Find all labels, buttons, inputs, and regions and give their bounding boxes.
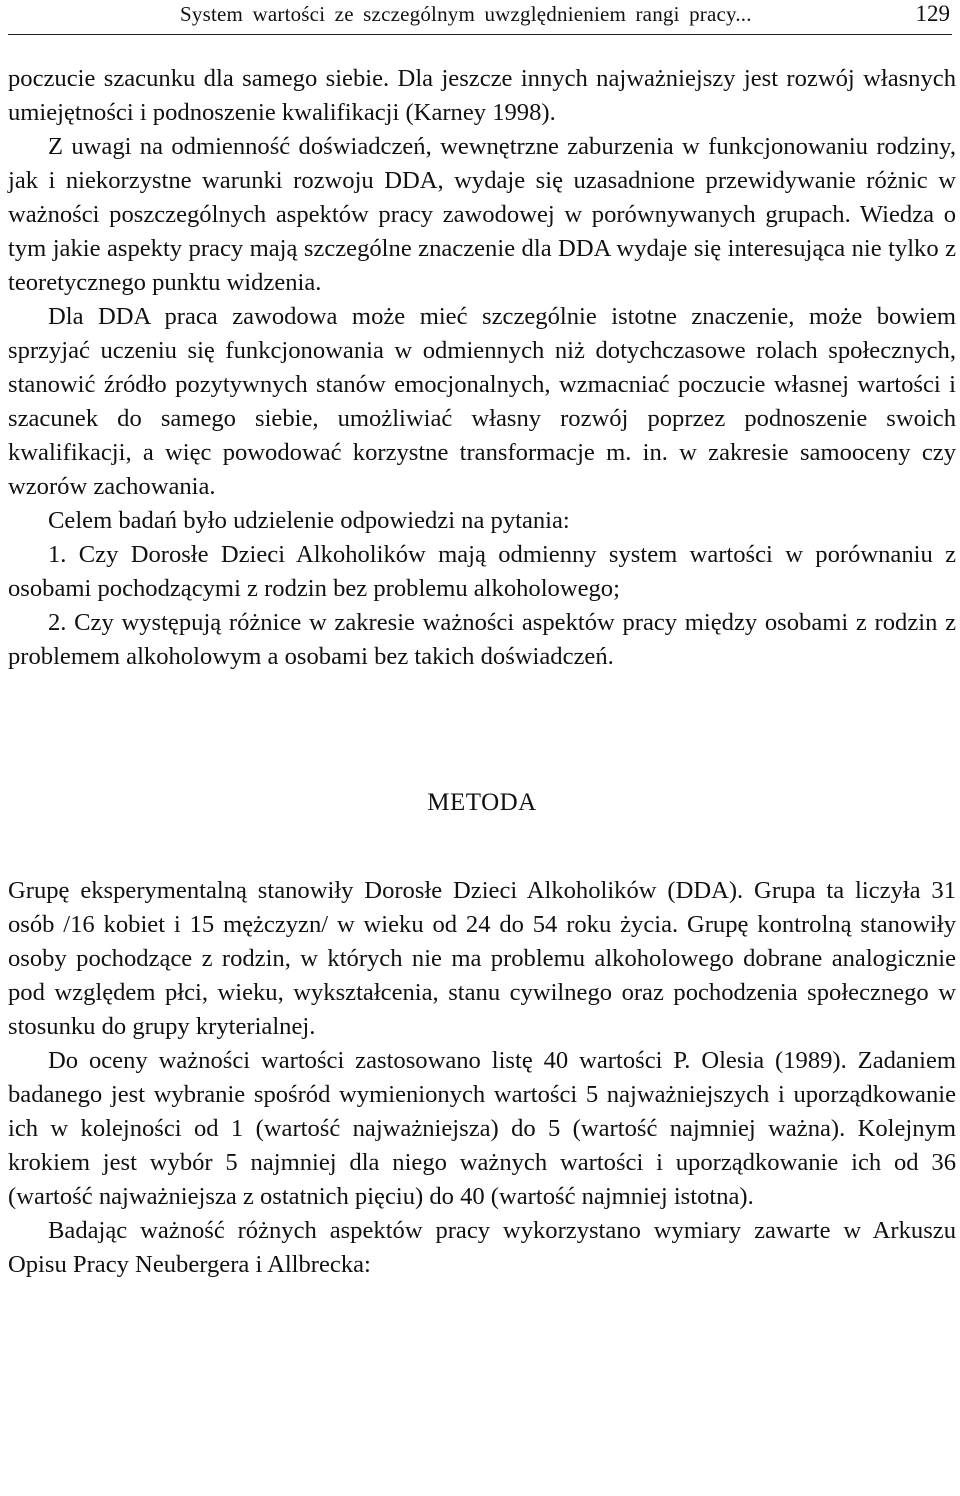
page-number: 129	[915, 1, 950, 26]
running-head: System wartości ze szczególnym uwzględnieniem rangi pracy...	[180, 2, 752, 26]
research-question-1: 1. Czy Dorosłe Dzieci Alkoholików mają odmienny system wartości w porównaniu z osobami pochodzącymi z rodzin bez problemu alkoholowego;	[8, 541, 956, 602]
paragraph-family-disturbances: Z uwagi na odmienność doświadczeń, wewnętrzne zaburzenia w funkcjonowaniu rodziny, jak i niekorzystne warunki rozwoju DDA, wydaje się uzasadnione przewidywanie różnic w ważności poszczególnych aspektów pracy zawodowej w porównywanych grupach. Wiedza o tym jakie aspekty pracy mają szczególne znaczenie dla DDA wydaje się interesująca nie tylko z teoretycznego punktu widzenia.	[8, 133, 956, 296]
paragraph-continuation: poczucie szacunku dla samego siebie. Dla jeszcze innych najważniejszy jest rozwój własnych umiejętności i podnoszenie kwalifikacji (Karney 1998).	[8, 65, 956, 126]
section-heading-method: METODA	[427, 789, 537, 816]
paragraph-work-significance: Dla DDA praca zawodowa może mieć szczególnie istotne znaczenie, może bowiem sprzyjać uczeniu się funkcjonowania w odmiennych niż dotychczasowe rolach społecznych, stanowić źródło pozytywnych stanów emocjonalnych, wzmacniać poczucie własnej wartości i szacunek do samego siebie, umożliwiać własny rozwój poprzez podnoszenie swoich kwalifikacji, a więc powodować korzystne transformacje m. in. w zakresie samooceny czy wzorów zachowania.	[8, 303, 956, 500]
paragraph-research-aim: Celem badań było udzielenie odpowiedzi na pytania:	[48, 507, 570, 534]
body-text	[8, 62, 956, 1282]
page-header	[8, 0, 952, 35]
paragraph-values-list: Do oceny ważności wartości zastosowano listę 40 wartości P. Olesia (1989). Zadaniem badanego jest wybranie spośród wymienionych wartości 5 najważniejszych i uporządkowanie ich w kolejności od 1 (wartość najważniejsza) do 5 (wartość najmniej ważna). Kolejnym krokiem jest wybór 5 najmniej dla niego ważnych wartości i uporządkowanie ich od 36 (wartość najważniejsza z ostatnich pięciu) do 40 (wartość najmniej istotna).	[8, 1047, 956, 1210]
paragraph-work-aspects: Badając ważność różnych aspektów pracy wykorzystano wymiary zawarte w Arkuszu Opisu Pracy Neubergera i Allbrecka:	[8, 1217, 956, 1278]
research-question-2: 2. Czy występują różnice w zakresie ważności aspektów pracy między osobami z rodzin z problemem alkoholowym a osobami bez takich doświadczeń.	[8, 609, 956, 670]
paragraph-groups: Grupę eksperymentalną stanowiły Dorosłe Dzieci Alkoholików (DDA). Grupa ta liczyła 31 osób /16 kobiet i 15 mężczyzn/ w wieku od 24 do 54 roku życia. Grupę kontrolną stanowiły osoby pochodzące z rodzin, w których nie ma problemu alkoholowego dobrane analogicznie pod względem płci, wieku, wykształcenia, stanu cywilnego oraz pochodzenia społecznego w stosunku do grupy kryterialnej.	[8, 877, 956, 1040]
